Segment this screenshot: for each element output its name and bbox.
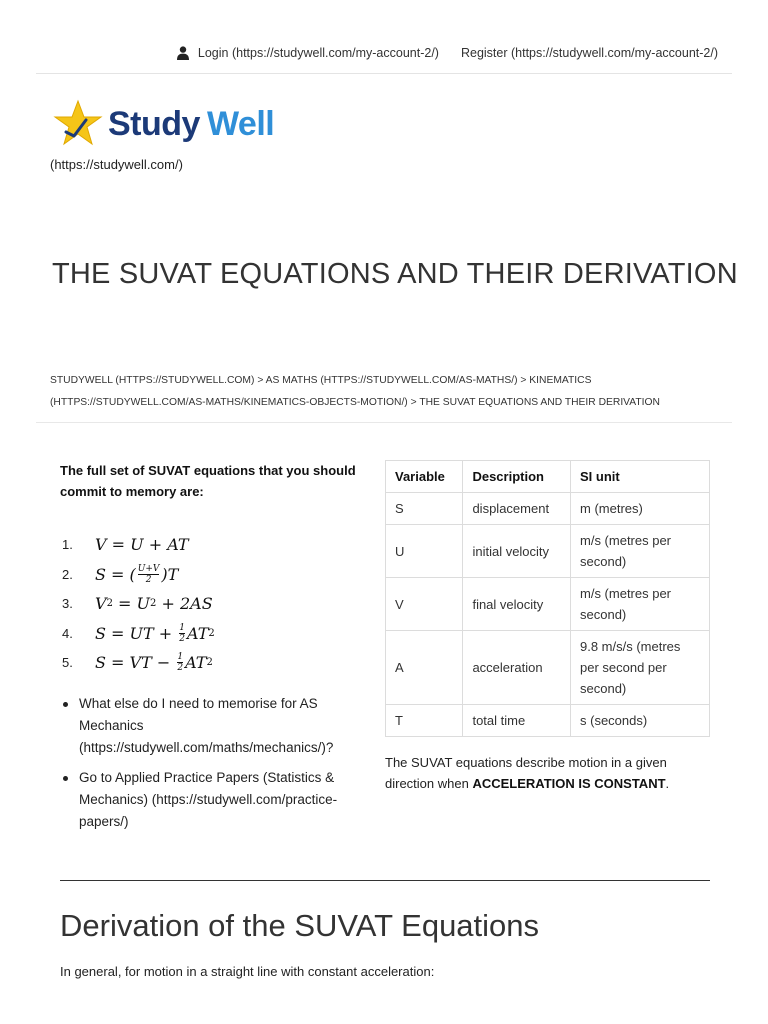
cell-variable: A (386, 631, 463, 705)
related-links (62, 693, 372, 841)
breadcrumb-kinematics[interactable]: KINEMATICS (HTTPS://STUDYWELL.COM/AS-MATHS/KINEMATICS-OBJECTS-MOTION/) (50, 375, 592, 408)
constant-acceleration-note (385, 752, 710, 794)
cell-unit: m (metres) (571, 493, 710, 525)
table-row (386, 631, 710, 705)
breadcrumb-current: THE SUVAT EQUATIONS AND THEIR DERIVATION (419, 397, 660, 408)
suvat-variable-table (385, 460, 710, 737)
note-emphasis: ACCELERATION IS CONSTANT (472, 776, 666, 791)
table-row (386, 493, 710, 525)
cell-variable: T (386, 705, 463, 737)
table-row (386, 525, 710, 578)
breadcrumb-as-maths[interactable]: AS MATHS (HTTPS://STUDYWELL.COM/AS-MATHS/) (265, 375, 518, 386)
header-variable: Variable (386, 461, 463, 493)
section-paragraph: In general, for motion in a straight line with constant acceleration: (60, 964, 435, 979)
cell-unit: m/s (metres per second) (571, 578, 710, 631)
section-heading: Derivation of the SUVAT Equations (60, 908, 540, 943)
breadcrumb-separator: > (520, 375, 527, 386)
login-link[interactable]: Login (https://studywell.com/my-account-2/) (197, 46, 439, 60)
mechanics-link[interactable]: What else do I need to memorise for AS Mechanics (https://studywell.com/maths/mechanics/)? (62, 693, 372, 759)
section-divider (60, 880, 710, 881)
cell-unit: 9.8 m/s/s (metres per second per second) (571, 631, 710, 705)
page-title: THE SUVAT EQUATIONS AND THEIR DERIVATION (52, 258, 738, 290)
cell-variable: S (386, 493, 463, 525)
equation-number: 2. (62, 566, 73, 582)
cell-description: initial velocity (463, 525, 571, 578)
equation-list (62, 530, 215, 678)
site-logo[interactable] (52, 98, 274, 150)
logo-word-study: Study (108, 104, 200, 143)
table-row (386, 578, 710, 631)
practice-papers-link[interactable]: Go to Applied Practice Papers (Statistics & Mechanics) (https://studywell.com/practice-papers/) (62, 767, 372, 833)
register-link[interactable]: Register (https://studywell.com/my-account-2/) (460, 46, 718, 60)
cell-variable: V (386, 578, 463, 631)
breadcrumb-separator: > (257, 375, 264, 386)
cell-description: final velocity (463, 578, 571, 631)
logo-url[interactable]: (https://studywell.com/) (50, 157, 183, 172)
equation-item (62, 589, 215, 619)
account-links (177, 46, 718, 60)
table-row (386, 705, 710, 737)
top-bar (0, 0, 768, 74)
equation-item (62, 619, 215, 649)
header-description: Description (463, 461, 571, 493)
equation-3: V 2 = U 2 + 2AS (95, 594, 213, 614)
equation-number: 3. (62, 596, 73, 612)
equation-item (62, 648, 215, 678)
intro-text: The full set of SUVAT equations that you should commit to memory are: (60, 463, 356, 499)
star-icon (52, 98, 104, 150)
cell-description: acceleration (463, 631, 571, 705)
breadcrumb-separator: > (410, 397, 417, 408)
breadcrumb-studywell[interactable]: STUDYWELL (HTTPS://STUDYWELL.COM) (50, 375, 255, 386)
equation-number: 4. (62, 625, 73, 641)
equation-item (62, 560, 215, 590)
equation-4: S = UT + $\frac{1}{2}$ AT 2 (95, 622, 215, 644)
equation-5: S = VT − $\frac{1}{2}$ AT 2 (95, 652, 213, 674)
cell-variable: U (386, 525, 463, 578)
cell-unit: m/s (metres per second) (571, 525, 710, 578)
user-icon (177, 46, 189, 60)
note-end: . (665, 776, 670, 791)
equation-number: 5. (62, 655, 73, 671)
cell-description: displacement (463, 493, 571, 525)
equation-2: S = ( $\frac{U+V}{2}$ )T (95, 563, 179, 585)
header-si-unit: SI unit (571, 461, 710, 493)
equation-number: 1. (62, 537, 73, 553)
logo-word-well: Well (206, 104, 275, 143)
note-text: The SUVAT equations describe motion in a given direction when (385, 755, 667, 791)
breadcrumb-divider (36, 422, 732, 423)
equation-1: V = U + AT (95, 535, 189, 555)
cell-description: total time (463, 705, 571, 737)
breadcrumb (50, 370, 730, 423)
table-header-row (386, 461, 710, 493)
header-divider (36, 73, 732, 74)
cell-unit: s (seconds) (571, 705, 710, 737)
equation-item (62, 530, 215, 560)
